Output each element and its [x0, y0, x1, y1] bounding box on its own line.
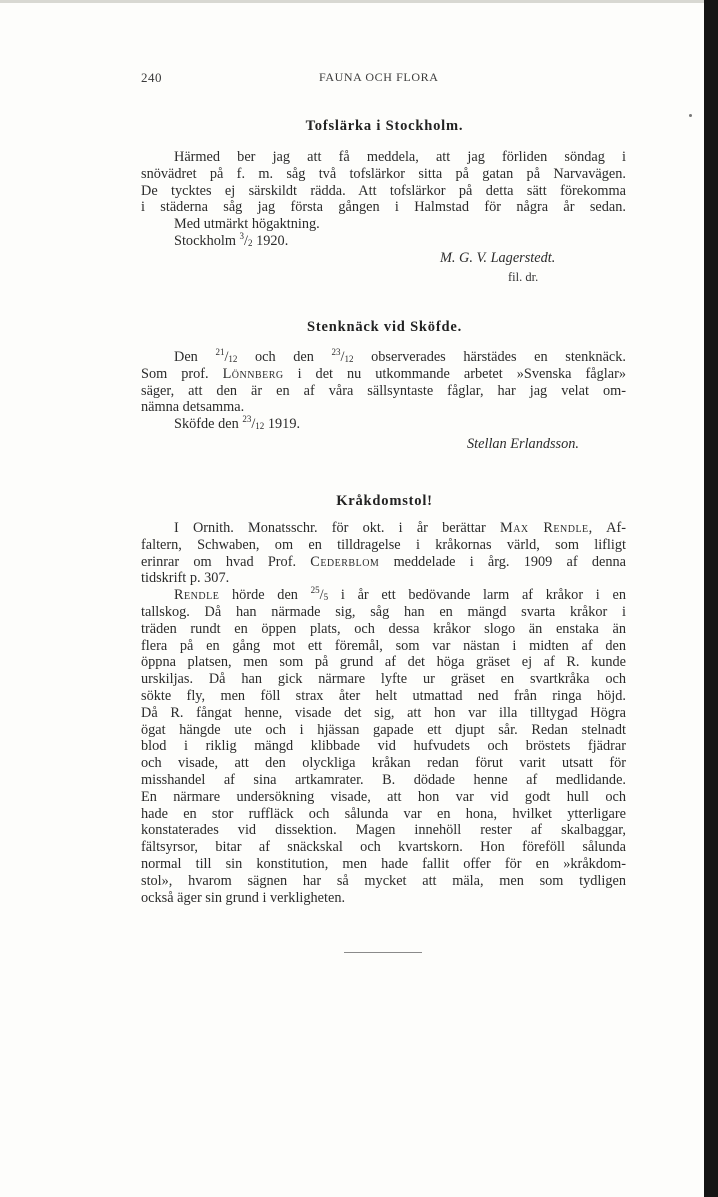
text: Den: [174, 349, 198, 365]
text-line: stol», hvarom sägnen har så mycket att mäla, men som tydligen: [141, 872, 626, 889]
date-numerator: 21: [215, 347, 225, 357]
article-title-krakdomstol: Kråkdomstol!: [336, 493, 433, 509]
page-top-edge: [0, 0, 704, 3]
text-line: [141, 520, 626, 537]
text: i år ett bedövande larm af kråkor i en: [340, 587, 626, 604]
text: i det nu utkommande arbetet »Svenska fåglar»: [297, 365, 626, 382]
text-line: fältsyrsor, bitar af snäckskal och kvartskorn. Hon föreföll sålunda: [141, 839, 626, 856]
text-line: Den $^{21}/_{12}$ och den $^{23}/_{12}$ observerades härstädes en stenknäck.: [174, 347, 626, 365]
text: erinrar om hvad Prof.: [141, 553, 297, 570]
closing-line: Med utmärkt högaktning.: [174, 216, 320, 233]
author-signature: M. G. V. Lagerstedt.: [440, 250, 556, 266]
author-name-small-caps: Lönnberg: [222, 365, 284, 382]
date-numerator: 23: [242, 414, 252, 425]
text-line: och visade, att den olyckliga kråkan redan förut varit utsatt för: [141, 755, 626, 772]
year: 1919.: [267, 416, 301, 433]
text-line: faltern, Schwaben, om en tilldragelse i kråkornas värld, som lifligt: [141, 536, 626, 553]
text-line: tidskrift p. 307.: [141, 570, 230, 587]
text-line: hade en stor ruffläck och sålunda var en hona, hvilket ytterligare: [141, 805, 626, 822]
text: Af-: [606, 520, 627, 536]
article-body-krakdomstol: [141, 520, 626, 906]
place: Stockholm: [174, 232, 236, 249]
text-line: [141, 554, 626, 571]
author-name-small-caps: Max Rendle,: [500, 520, 593, 536]
text: Sköfde den: [174, 416, 239, 433]
text-line: i städerna såg jag första gången i Halmstad för några år sedan.: [141, 199, 626, 216]
date-denominator: 2: [248, 237, 253, 248]
year: 1920.: [256, 232, 289, 249]
article-body-tofslarka: [141, 149, 626, 250]
article-title-stenknack: Stenknäck vid Sköfde.: [307, 319, 462, 335]
page-number: 240: [141, 70, 162, 85]
date-denominator: 12: [255, 421, 265, 432]
text-line: De tycktes ej särskildt rädda. Att tofslärkor på detta sätt förekomma: [141, 182, 626, 199]
dust-speck: [689, 114, 692, 117]
author-name-small-caps: Rendle: [174, 587, 220, 604]
text-line: misshandel af sina artkamrater. B. dödade henne af medlidande.: [141, 771, 626, 788]
date-denominator: 12: [344, 354, 354, 364]
text-line: ögat hängde ute och i hjässan gapade ett djupt sår. Redan stelnadt: [141, 721, 626, 738]
text-line: nämna detsamma.: [141, 399, 245, 416]
text: I Ornith. Monatsschr. för okt. i år berättar: [174, 520, 486, 536]
text-line: konstaterades vid dissektion. Magen innehöll rester af skalbaggar,: [141, 822, 626, 839]
text-line: tallskog. Då han närmade sig, såg han en mängd svarta kråkor i: [141, 603, 626, 620]
article-title-tofslarka: Tofslärka i Stockholm.: [305, 118, 464, 134]
date-denominator: 12: [228, 354, 238, 364]
text-line: också äger sin grund i verkligheten.: [141, 889, 346, 906]
place-date-line: Stockholm $^3/_2$ 1920.: [174, 230, 289, 249]
section-divider-rule: [344, 952, 422, 953]
date-numerator: 23: [331, 347, 341, 357]
text-line: blod i riklig mängd klibbade vid hufvudets och bröstets fjädrar: [141, 738, 626, 755]
text-line: snövädret på f. m. såg två tofslärkor sitta på gatan på Narvavägen.: [141, 165, 626, 182]
text-line: säger, att den är en af våra sällsyntaste fåglar, har jag velat om-: [141, 382, 626, 399]
author-name-small-caps: Cederblom: [310, 553, 380, 570]
date-numerator: 25: [310, 585, 320, 596]
author-title: fil. dr.: [508, 270, 539, 284]
journal-title: FAUNA OCH FLORA: [319, 70, 439, 84]
author-signature: Stellan Erlandsson.: [467, 436, 579, 452]
text-line: Då R. fångat henne, visade det sig, att hon var illa tilltygad Högra: [141, 704, 626, 721]
text: hörde den: [232, 587, 298, 604]
place-date-line: Sköfde den $^{23}/_{12}$ 1919.: [174, 414, 301, 433]
text: och den: [255, 349, 314, 365]
text-line: träden rundt en öppen plats, och dessa kråkor slogo än enstaka än: [141, 620, 626, 637]
text-line: [141, 366, 626, 383]
text: meddelade i årg. 1909 af denna: [393, 553, 627, 570]
text-line: normal till sin konstitution, men hade fallit offer för en »kråkdom-: [141, 855, 626, 872]
text-line: öppna platsen, men som på grund af det höga gräset ej af R. kunde: [141, 654, 626, 671]
date-denominator: 5: [323, 592, 329, 603]
text: Som prof.: [141, 365, 209, 382]
article-body-stenknack: [141, 349, 626, 433]
text-line: flera på en gång mot ett föremål, som var nästan i midten af den: [141, 637, 626, 654]
text-line: En närmare undersökning visade, att hon var vid godt hull och: [141, 788, 626, 805]
scan-border: [704, 0, 718, 1197]
text-line: Rendle hörde den $^{25}/_5$ i år ett bedövande larm af kråkor i en: [174, 585, 626, 604]
date-numerator: 3: [239, 230, 245, 241]
text-line: sökte fly, men föll strax åter helt utmattad ned från ringa höjd.: [141, 687, 626, 704]
text-line: Härmed ber jag att få meddela, att jag förliden söndag i: [174, 149, 626, 165]
text-line: urskiljas. Då han gick närmare lyfte ur gräset en svartkråka och: [141, 671, 626, 688]
text: observerades härstädes en stenknäck.: [371, 349, 626, 365]
